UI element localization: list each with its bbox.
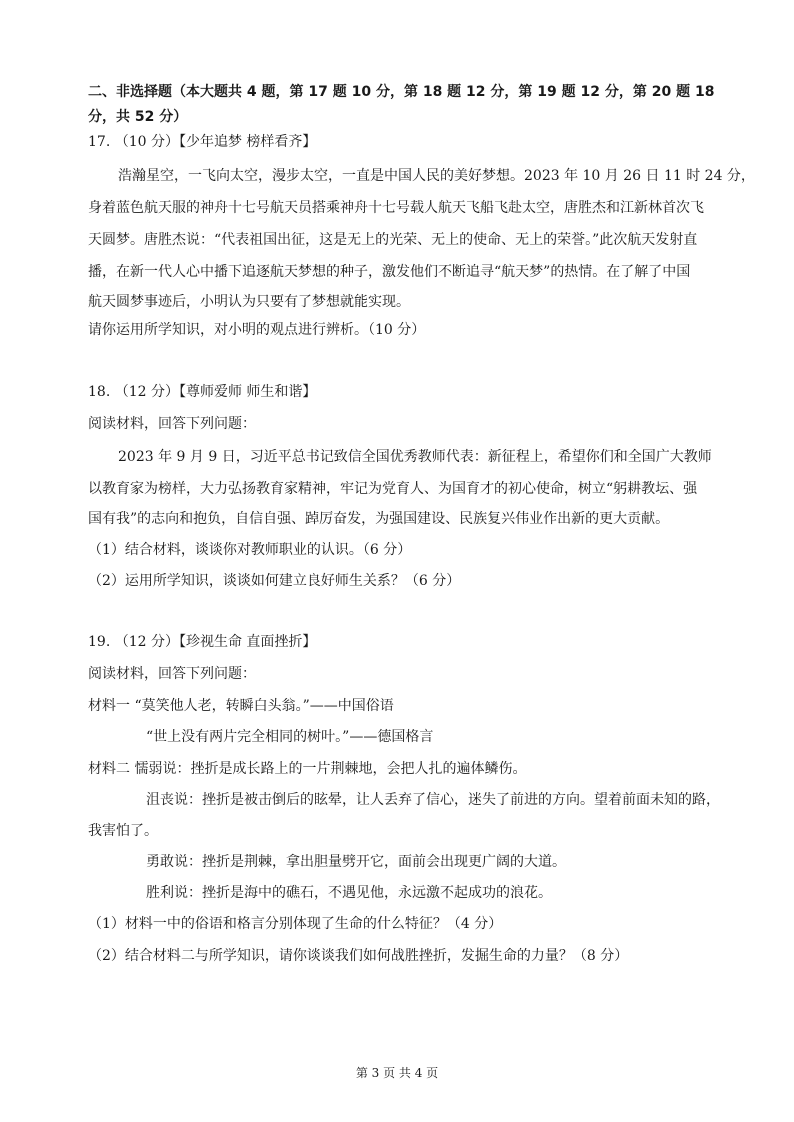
q18-para-line: 国有我”的志向和抱负，自信自强、踔厉奋发，为强国建设、民族复兴伟业作出新的更大贡献。 bbox=[88, 511, 670, 527]
section-title-line1: 二、非选择题（本大题共 4 题，第 17 题 10 分，第 18 题 12 分，第 19 题 12 分，第 20 题 18 bbox=[88, 84, 715, 100]
q19-sub-question-2: （2）结合材料二与所学知识，请你谈谈我们如何战胜挫折，发掘生命的力量？（8 分） bbox=[88, 948, 629, 964]
q17-para-line: 浩瀚星空，一飞向太空，漫步太空，一直是中国人民的美好梦想。2023 年 10 月 26 日 11 时 24 分， bbox=[118, 168, 755, 184]
q17-para-line: 播，在新一代人心中播下追逐航天梦想的种子，激发他们不断追寻“航天梦”的热情。在了解了中国 bbox=[88, 264, 691, 280]
q19-material2-line1: 材料二 懦弱说：挫折是成长路上的一片荆棘地，会把人扎的遍体鳞伤。 bbox=[88, 761, 527, 777]
q19-header: 19. （12 分）【珍视生命 直面挫折】 bbox=[88, 634, 317, 650]
q18-intro: 阅读材料，回答下列问题： bbox=[88, 416, 256, 432]
q19-sub-question-1: （1）材料一中的俗语和格言分别体现了生命的什么特征？（4 分） bbox=[88, 916, 503, 932]
q17-para-line: 航天圆梦事迹后，小明认为只要有了梦想就能实现。 bbox=[88, 294, 410, 310]
q18-para-line: 2023 年 9 月 9 日，习近平总书记致信全国优秀教师代表：新征程上，希望你们和全国广大教师 bbox=[118, 449, 712, 465]
q19-material1-line1: 材料一 “莫笑他人老，转瞬白头翁。”——中国俗语 bbox=[88, 698, 394, 714]
q17-question: 请你运用所学知识，对小明的观点进行辨析。（10 分） bbox=[88, 322, 426, 338]
page-number: 第 3 页 共 4 页 bbox=[355, 1066, 439, 1080]
q19-material2-line2: 沮丧说：挫折是被击倒后的眩晕，让人丢弃了信心，迷失了前进的方向。望着前面未知的路， bbox=[146, 792, 720, 808]
q19-intro: 阅读材料，回答下列问题： bbox=[88, 666, 256, 682]
section-title-line2: 分，共 52 分） bbox=[88, 109, 188, 125]
q17-para-line: 身着蓝色航天服的神舟十七号航天员搭乘神舟十七号载人航天飞船飞赴太空，唐胜杰和江新林首次飞 bbox=[88, 200, 704, 216]
q19-material2-line3: 我害怕了。 bbox=[88, 823, 158, 839]
q18-para-line: 以教育家为榜样，大力弘扬教育家精神，牢记为党育人、为国育才的初心使命，树立“躬耕教坛、强 bbox=[88, 481, 698, 497]
q17-para-line: 天圆梦。唐胜杰说：“代表祖国出征，这是无上的光荣、无上的使命、无上的荣誉。”此次航天发射直 bbox=[88, 232, 698, 248]
q18-sub-question-1: （1）结合材料，谈谈你对教师职业的认识。（6 分） bbox=[88, 542, 412, 558]
q18-header: 18. （12 分）【尊师爱师 师生和谐】 bbox=[88, 384, 317, 400]
q18-sub-question-2: （2）运用所学知识，谈谈如何建立良好师生关系？（6 分） bbox=[88, 573, 461, 589]
q19-material2-line5: 胜利说：挫折是海中的礁石，不遇见他，永远激不起成功的浪花。 bbox=[146, 885, 552, 901]
q17-header: 17. （10 分）【少年追梦 榜样看齐】 bbox=[88, 134, 317, 150]
q19-material1-line2: “世上没有两片完全相同的树叶。”——德国格言 bbox=[146, 729, 434, 745]
q19-material2-line4: 勇敢说：挫折是荆棘，拿出胆量劈开它，面前会出现更广阔的大道。 bbox=[146, 854, 566, 870]
